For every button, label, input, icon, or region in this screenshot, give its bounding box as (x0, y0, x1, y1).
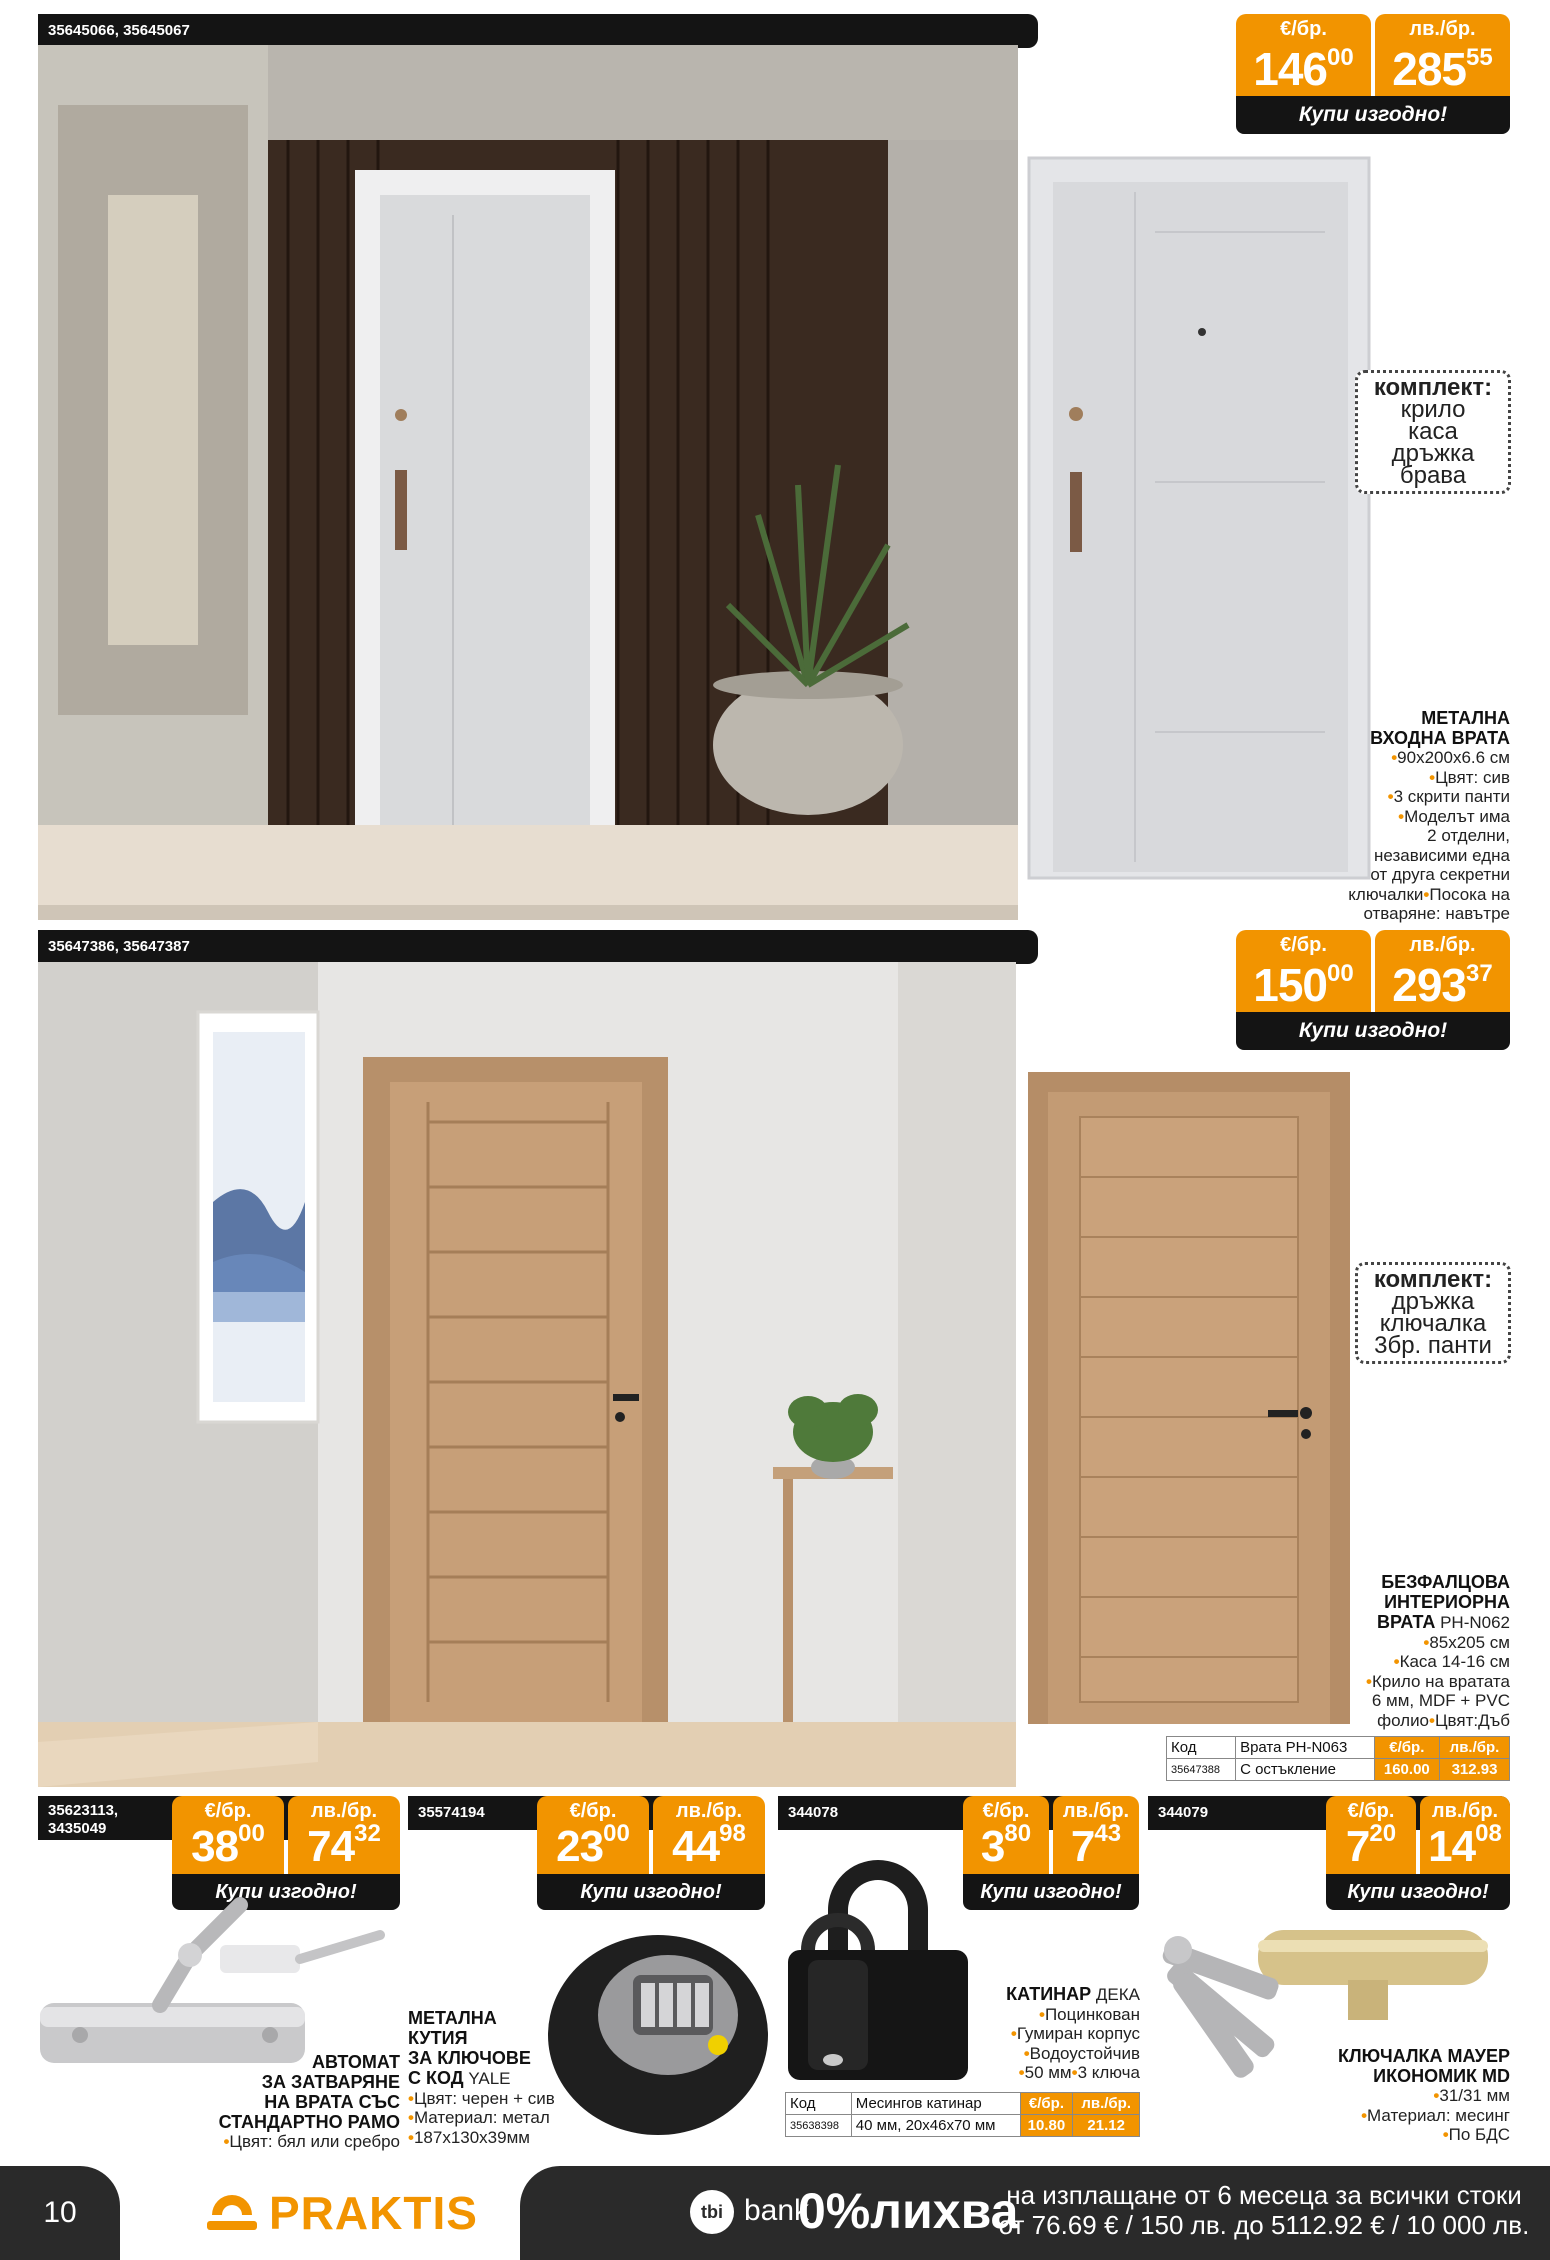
price-bgn-value: $14^{08}$ (1428, 1820, 1502, 1871)
product-codes: 35574194 (418, 1804, 485, 1821)
kit-item: дръжка (1391, 440, 1475, 467)
product-code-bar (38, 14, 1038, 48)
price-eur (172, 1796, 284, 1874)
buy-button[interactable]: Купи изгодно! (172, 1874, 400, 1910)
logo-text: PRAKTIS (269, 2187, 478, 2239)
price-eur-value: $3^{80}$ (980, 1820, 1032, 1871)
table-header-row: Код Месингов катинар €/бр. лв./бр. (786, 2093, 1140, 2115)
price-eur-unit: €/бр. (1280, 18, 1327, 40)
product-codes: 344079 (1158, 1804, 1209, 1821)
kit-item: каса (1408, 418, 1458, 445)
padlock-variant-table (785, 2092, 1140, 2137)
padlock-photo (778, 1840, 978, 2090)
interest-rate: 0%лихва (798, 2183, 1019, 2239)
product-codes: 35623113, (48, 1802, 119, 1819)
price-bgn-unit: лв./бр. (675, 1800, 743, 1822)
product-title: БЕЗФАЛЦОВА (1381, 1572, 1510, 1592)
page-footer (0, 2166, 1550, 2260)
tbi-logo-icon: tbi (690, 2190, 734, 2234)
price-eur-value: $7^{20}$ (1345, 1820, 1397, 1871)
price-eur-unit: €/бр. (982, 1800, 1030, 1822)
product-codes: 35645066, 35645067 (48, 22, 190, 39)
product-title: КЛЮЧАЛКА МАУЕР (1338, 2046, 1510, 2066)
tbi-bank-banner[interactable] (520, 2166, 1550, 2260)
table-row: 35638398 40 мм, 20x46x70 мм 10.80 21.12 (786, 2115, 1140, 2137)
front-door-description: МЕТАЛНА ВХОДНА ВРАТА •90x200x6.6 см •Цвят: сив •3 скрити панти •Моделът има 2 отделни, независими една от друга секретни ключалки•Посока на отваряне: навътре (1300, 708, 1510, 924)
product-codes: 35647386, 35647387 (48, 938, 190, 955)
kit-item: 3бр. панти (1374, 1332, 1492, 1359)
price-eur (1326, 1796, 1416, 1874)
door-closer-price-box (172, 1796, 400, 1910)
price-bgn-unit: лв./бр. (1062, 1800, 1130, 1822)
product-title: ЗА ЗАТВАРЯНЕ (261, 2072, 400, 2092)
price-bgn-unit: лв./бр. (1409, 18, 1476, 40)
buy-button[interactable]: Купи изгодно! (1326, 1874, 1510, 1910)
price-bgn-value: $293^{37}$ (1392, 959, 1493, 1011)
key-box-price-box (537, 1796, 765, 1910)
price-eur-value: $150^{00}$ (1253, 959, 1354, 1011)
price-bgn (1375, 14, 1510, 96)
front-door-price-box (1236, 14, 1510, 134)
kit-item: ключалка (1379, 1310, 1487, 1337)
price-bgn-value: $7^{43}$ (1070, 1820, 1122, 1871)
kit-title: комплект: (1373, 1266, 1493, 1293)
interior-door-lifestyle-photo (38, 962, 1016, 1787)
table-header-row: Код Врата PH-N063 €/бр. лв./бр. (1167, 1737, 1510, 1759)
page-number: 10 (0, 2166, 120, 2260)
product-title: МЕТАЛНА (1421, 708, 1510, 728)
praktis-logo-icon (205, 2191, 259, 2235)
interior-door-description: БЕЗФАЛЦОВА ИНТЕРИОРНА ВРАТА PH-N062 •85x205 см •Каса 14-16 см •Крило на вратата 6 мм, MDF + PVC фолио•Цвят:Дъб (1300, 1572, 1510, 1730)
padlock-price-box (963, 1796, 1139, 1910)
price-bgn-value: $74^{32}$ (307, 1820, 381, 1871)
product-title: НА ВРАТА СЪС (264, 2092, 400, 2112)
price-eur-value: $146^{00}$ (1253, 43, 1354, 95)
padlock-description: КАТИНАР ДЕКА •Поцинкован •Гумиран корпус •Водоустойчив •50 мм•3 ключа (1006, 1984, 1140, 2082)
installment-description: на изплащане от 6 месеца за всички стоки от 76.69 € / 150 лв. до 5112.92 € / 10 000 лв. (998, 2180, 1530, 2240)
product-title: КУТИЯ (408, 2028, 468, 2048)
price-bgn-value: $285^{55}$ (1392, 43, 1493, 95)
kit-item: крило (1400, 396, 1466, 423)
kit-item: дръжка (1391, 1288, 1475, 1315)
price-bgn-unit: лв./бр. (1409, 934, 1476, 956)
price-eur (1236, 14, 1371, 96)
door-closer-photo (40, 1895, 400, 2075)
cylinder-lock-description: КЛЮЧАЛКА МАУЕР ИКОНОМИК MD •31/31 мм •Материал: месинг •По БДС (1250, 2046, 1510, 2145)
front-door-kit-box (1355, 370, 1511, 494)
door-closer-description: АВТОМАТ ЗА ЗАТВАРЯНЕ НА ВРАТА СЪС СТАНДАРТНО РАМО •Цвят: бял или сребро (150, 2052, 400, 2152)
price-eur-unit: €/бр. (204, 1800, 252, 1822)
product-title: ИНТЕРИОРНА (1384, 1592, 1510, 1612)
bank-label: bank (744, 2194, 810, 2227)
buy-button[interactable]: Купи изгодно! (1236, 96, 1510, 134)
kit-item: брава (1399, 462, 1467, 489)
price-bgn-unit: лв./бр. (310, 1800, 378, 1822)
price-bgn (653, 1796, 765, 1874)
price-eur-unit: €/бр. (1280, 934, 1327, 956)
product-title: МЕТАЛНА (408, 2008, 497, 2028)
buy-button[interactable]: Купи изгодно! (537, 1874, 765, 1910)
interior-door-price-box (1236, 930, 1510, 1050)
price-bgn-value: $44^{98}$ (672, 1820, 746, 1871)
interior-door-variant-table (1166, 1736, 1510, 1781)
price-bgn (288, 1796, 400, 1874)
price-eur-value: $38^{00}$ (191, 1820, 265, 1871)
product-title: ЗА КЛЮЧОВЕ (408, 2048, 531, 2068)
price-eur-unit: €/бр. (569, 1800, 617, 1822)
price-eur (1236, 930, 1371, 1012)
front-door-lifestyle-photo (38, 45, 1018, 920)
product-code-bar (38, 930, 1038, 964)
interior-door-kit-box (1355, 1262, 1511, 1364)
kit-title: комплект: (1373, 374, 1493, 401)
buy-button[interactable]: Купи изгодно! (1236, 1012, 1510, 1050)
buy-button[interactable]: Купи изгодно! (963, 1874, 1139, 1910)
price-bgn (1420, 1796, 1510, 1874)
table-row: 35647388 С остъкление 160.00 312.93 (1167, 1759, 1510, 1781)
product-title: ИКОНОМИК MD (1373, 2066, 1510, 2086)
cylinder-lock-price-box (1326, 1796, 1510, 1910)
price-bgn-unit: лв./бр. (1431, 1800, 1499, 1822)
product-title: СТАНДАРТНО РАМО (218, 2112, 400, 2132)
product-title: ВХОДНА ВРАТА (1370, 728, 1510, 748)
product-title: АВТОМАТ (312, 2052, 400, 2072)
key-box-description: МЕТАЛНА КУТИЯ ЗА КЛЮЧОВЕ С КОД YALE •Цвят: черен + сив •Материал: метал •187x130x39мм (408, 2008, 608, 2147)
price-bgn (1053, 1796, 1139, 1874)
product-codes: 3435049 (48, 1820, 107, 1837)
price-eur-value: $23^{00}$ (556, 1820, 630, 1871)
price-eur (537, 1796, 649, 1874)
praktis-logo[interactable] (205, 2188, 478, 2238)
price-eur-unit: €/бр. (1347, 1800, 1395, 1822)
product-codes: 344078 (788, 1804, 839, 1821)
price-bgn (1375, 930, 1510, 1012)
